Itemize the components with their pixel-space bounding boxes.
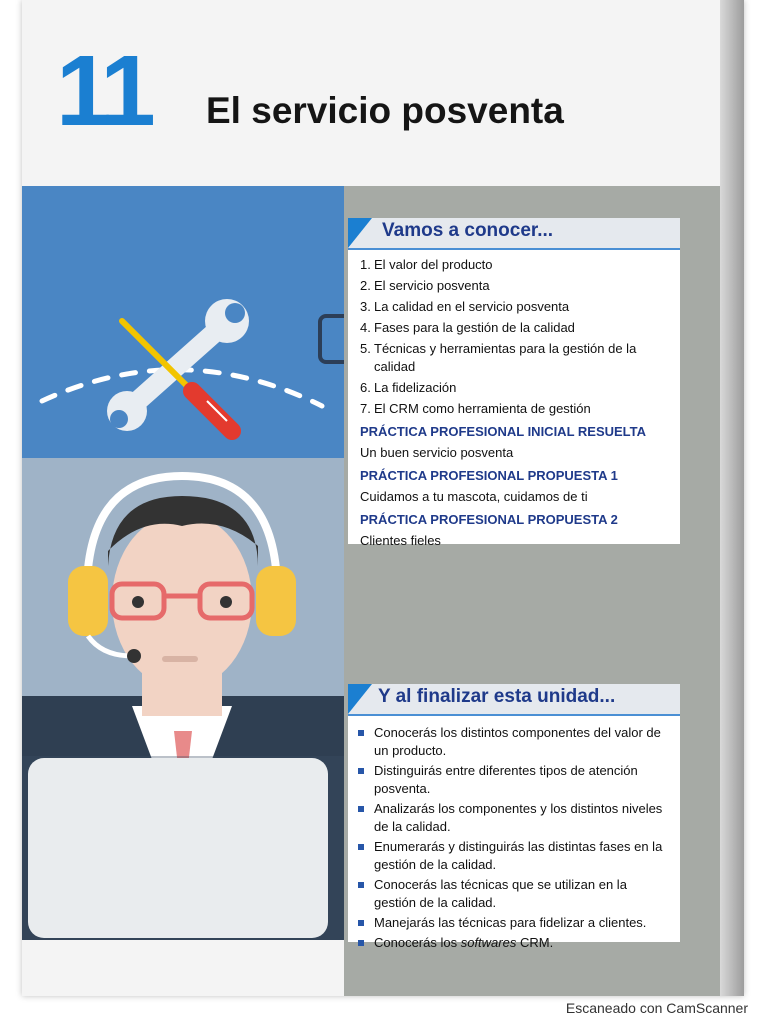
contents-list bbox=[348, 250, 680, 418]
contents-item: 4. Fases para la gestión de la calidad bbox=[360, 320, 575, 335]
wrench-icon bbox=[107, 299, 249, 431]
side-widget-icon bbox=[320, 316, 344, 362]
learning-goals-heading: Y al finalizar esta unidad... bbox=[378, 686, 616, 707]
goal-item: Conocerás los softwares CRM. bbox=[358, 934, 672, 952]
practice-label: PRÁCTICA PROFESIONAL PROPUESTA 1 bbox=[360, 468, 618, 483]
bullet-square-icon bbox=[358, 940, 364, 946]
laptop-screen bbox=[28, 758, 328, 938]
practice-label: PRÁCTICA PROFESIONAL INICIAL RESUELTA bbox=[360, 424, 647, 439]
bullet-square-icon bbox=[358, 806, 364, 812]
unit-contents-header bbox=[348, 218, 680, 250]
goal-item: Manejarás las técnicas para fidelizar a clientes. bbox=[358, 914, 672, 932]
practice-title: Cuidamos a tu mascota, cuidamos de ti bbox=[360, 489, 588, 504]
practice-title: Un buen servicio posventa bbox=[360, 445, 514, 460]
contents-item: 7. El CRM como herramienta de gestión bbox=[360, 401, 591, 416]
contents-item: 5. Técnicas y herramientas para la gestión de la calidad bbox=[360, 341, 637, 374]
page-edge-shadow bbox=[720, 0, 744, 996]
goal-item: Analizarás los componentes y los distintos niveles de la calidad. bbox=[358, 800, 672, 836]
learning-goals-header bbox=[348, 684, 680, 716]
bullet-square-icon bbox=[358, 882, 364, 888]
goal-item: Conocerás los distintos componentes del valor de un producto. bbox=[358, 724, 672, 760]
goals-list bbox=[348, 716, 680, 952]
bullet-square-icon bbox=[358, 730, 364, 736]
scanner-watermark: Escaneado con CamScanner bbox=[565, 1000, 748, 1016]
practice-list bbox=[348, 423, 680, 550]
goal-item: Enumerarás y distinguirás las distintas fases en la gestión de la calidad. bbox=[358, 838, 672, 874]
dashed-path-decoration bbox=[42, 370, 322, 406]
support-agent-illustration bbox=[22, 186, 344, 940]
chapter-illustration bbox=[22, 186, 344, 940]
chapter-number: 11 bbox=[56, 35, 150, 147]
chapter-title: El servicio posventa bbox=[206, 90, 564, 131]
learning-goals-box bbox=[348, 684, 680, 950]
bullet-square-icon bbox=[358, 844, 364, 850]
contents-item: 3. La calidad en el servicio posventa bbox=[360, 299, 570, 314]
goal-item: Conocerás las técnicas que se utilizan en la gestión de la calidad. bbox=[358, 876, 672, 912]
goal-item: Distinguirás entre diferentes tipos de atención posventa. bbox=[358, 762, 672, 798]
contents-item: 1. El valor del producto bbox=[360, 257, 493, 272]
bullet-square-icon bbox=[358, 768, 364, 774]
contents-item: 6. La fidelización bbox=[360, 380, 457, 395]
contents-item: 2. El servicio posventa bbox=[360, 278, 490, 293]
unit-contents-box bbox=[348, 218, 680, 548]
unit-contents-heading: Vamos a conocer... bbox=[382, 220, 554, 241]
practice-title: Clientes fieles bbox=[360, 533, 441, 548]
practice-label: PRÁCTICA PROFESIONAL PROPUESTA 2 bbox=[360, 512, 618, 527]
bullet-square-icon bbox=[358, 920, 364, 926]
